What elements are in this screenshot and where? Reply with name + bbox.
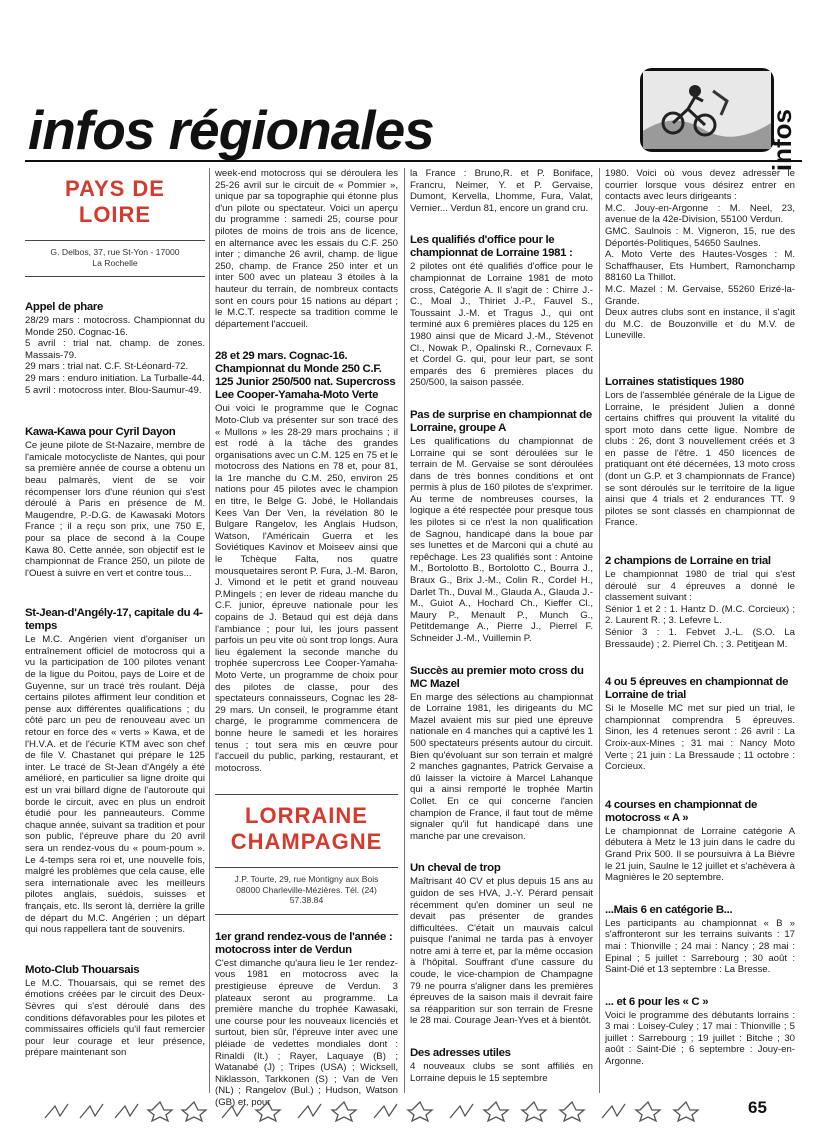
footer-decoration [40, 1100, 730, 1122]
region-header-lorraine-champagne [215, 794, 398, 915]
article [410, 862, 593, 1027]
article-title: ...Mais 6 en catégorie B... [605, 903, 733, 916]
column-3 [410, 168, 593, 1098]
region-address: G. Delbos, 37, rue St-Yon - 17000 La Rochelle [50, 247, 180, 268]
article-body: Oui voici le programme que le Cognac Moto-Club va présenter sur son tracé des « Mullons » les 28-29 mars prochains ; il est rodé à la tâche des grandes organisations avec un C.M. 125 en 75 et le motocross des Nations en 78 et, pour 81, la 1re manche du C.M. 250, environ 25 nations pour 45 pilotes avec le champion en titre, le Belge G. Jobé, le Hollandais Kees Van Der Ven, la révélation 80 le Bulgare Rangelov, les Anglais Hudson, Watson, l'Américain Guerra et les Soviétiques Kavinov et Moiseev ainsi que le Tchèque Falta, nos quatre mousquetaires seront P. Fura, J.-M. Baron, J. Vimond et le petit et grand nouveau P.Mingels ; en lever de rideau manche du C.F. junior, épreuve nationale pour les copains de J. Betaud qui est déjà dans l'ambiance ; pour lui, les jours passent parfois un peu vite où sont trop longs. Aura lieu également la seconde manche du trophée supercross Lee Cooper-Yamaha-Moto Verte, un programme de choix pour des pilotes de classe, pour des spectateurs connaisseurs, Cognac les 28-29 mars. Un conseil, le programme étant chargé, le programme commencera de bonne heure le samedi et les horaires tenus ; tout sera mis en œuvre pour l'accueil du public, parking, restaurant, et motocross. [215, 403, 398, 774]
article-title: 4 courses en championnat de motocross « A » [605, 798, 758, 824]
article [215, 350, 398, 774]
article-body: Le M.C. Angérien vient d'organiser un entraînement officiel de motocross qui a vu la participation de 100 pilotes venant de la ligue du Poitou, pays de Loire et de Guyenne, sur un tracé très roulant. Déjà certains pilotes affirment leur condition et pense aux différentes qualifications ; du côté parc un peu de renouveau avec un retour en force des « verts » Kawa, et de l'H.V.A. et de l'écurie KTM avec son chef de file V. Chastanet qui prépare le 125 inter. Le tracé de St-Jean d'Angély a été amélioré, en particulier sa ligne droite qui est un vrai billard digne de l'autoroute qui borde le circuit, avec en plus un endroit étudié pour les panneauteurs. Comme chaque année, suivant sa tradition et pour son public, l'épreuve phare du 20 avril sera un rendez-vous du « poum-poum ». Le 4-temps sera roi et, une nouvelle fois, malgré les problèmes que cela cause, elle sera internationale avec les meilleurs pilotes anglais, suédois, suisses et français, etc. Ils seront là, derrière la grille de départ du M.C. Angérien ; un départ qui nous rappellera tant de souvenirs. [25, 634, 205, 936]
logo-word: infos [767, 109, 797, 172]
article-title: St-Jean-d'Angély-17, capitale du 4-temps [25, 607, 203, 633]
region-header-pays-de-loire [25, 176, 205, 277]
article [25, 426, 205, 579]
article [410, 665, 593, 843]
column-2 [215, 168, 398, 1108]
column-separator [209, 168, 210, 1093]
article-body: Maîtrisant 40 CV et plus depuis 15 ans au guidon de ses HVA, J.-Y. Pérard pensait récemment qu'en dominer un seul ne devait pas présenter de grandes difficultées. C'était un mauvais calcul puisque l'animal ne tarda pas à envoyer notre ami à terre et, par la même occasion à l'hôpital. Souffrant d'une cassure du coude, le vice-champion de Champagne 79 ne pourra s'aligner dans les premières épreuves de la saison mais il devrait faire sa réapparition sur son terrain de Fresne le 28 mai. Courage Jean-Yves et à bientôt. [410, 876, 593, 1027]
article-continuation: la France : Bruno,R. et P. Boniface, Francru, Neimer, Y. et P. Gervaise, Dumont, Kervella, Lhomme, Fura, Valat, Vernier... Verdun 81, encore un grand cru. [410, 168, 593, 214]
article-title: Kawa-Kawa pour Cyril Dayon [25, 426, 176, 439]
article-continuation: week-end motocross qui se déroulera les 25-26 avril sur le circuit de « Pommier », unique par sa topographie qui étonne plus d'un pilote ou spectateur. Voici un aperçu du programme : samedi 25, course pour pilotes de moins de trois ans de licence, en alternance avec les essais du C.F. 250 inter ; dimanche 26 avril, champ. de ligue 250, champ. de France 250 inter et un inter 500 avec un plateau 3 étoiles à la hauteur du terrain, de nombreux contacts sont en cours pour 15 nations au départ ; le M.C.T. respecte sa tradition comme le département l'accueil. [215, 168, 398, 330]
page-number: 65 [748, 1098, 767, 1117]
article-title: ... et 6 pour les « C » [605, 995, 709, 1008]
region-name: PAYS DE LOIRE [65, 176, 165, 227]
article-body: 28/29 mars : motocross. Championnat du Monde 250. Cognac-16. 5 avril : trial nat. champ. de zones. Massais-79. 29 mars : trial nat. C.F. St-Léonard-72. 29 mars : enduro initiation. La Turballe-44. 5 avril : motocross inter. Blou-Saumur-49. [25, 315, 205, 396]
article-body: En marge des sélections au championnat de Lorraine 1981, les dirigeants du MC Mazel avaient mis sur pied une épreuve nationale en 4 manches qui a captivé les 1 500 spectateurs présents autour du circuit. Bien qu'évoluant sur son terrain et malgré 2 manches gagnantes, Patrick Gervaise a dû laisser la victoire à Marcel Lahanque qui a ainsi remporté le trophée Martin Collet. En ce qui concerne l'ancien champion de France, il faut tout de même signaler qu'il fut handicapé dans une manche par une crevaison. [410, 691, 593, 842]
article-body: Voici le programme des débutants lorrains : 3 mai : Loisey-Culey ; 17 mai : Thionville ; 5 juillet : Sarrebourg ; 19 juillet : Bitche ; 30 août : Saint-Dié ; 6 septembre : Jouy-en-Argonne. [605, 1009, 795, 1068]
article-title: 2 champions de Lorraine en trial [605, 555, 771, 568]
article [605, 376, 795, 529]
article [215, 931, 398, 1109]
column-4 [605, 168, 795, 1098]
motocross-photo-icon [643, 71, 771, 149]
column-separator [599, 168, 600, 1093]
article-title: 28 et 29 mars. Cognac-16. Championnat du Monde 250 C.F. 125 Junior 250/500 nat. Supercross Lee Cooper-Yamaha-Moto Verte [215, 350, 396, 402]
region-name: LORRAINE CHAMPAGNE [230, 803, 383, 855]
article-title: Appel de phare [25, 301, 104, 313]
article-title: Des adresses utiles [410, 1047, 511, 1060]
article-title: Pas de surprise en championnat de Lorraine, groupe A [410, 408, 592, 434]
article-body: 2 pilotes ont été qualifiés d'office pour le championnat de Lorraine 1981 de moto cross, Catégorie A. Il s'agit de : Chirre J.-C., Moal J., Thiriet J.-P., Fauvel S., Toussaint J.-M. et Tragus J., qui ont terminé aux 6 premières places du 125 en 1980 ainsi que de Micard J.-M., Stévenot Cl., Nowak P., Opalinski R., Cornevaux F. et Cordel G. qui, pour leur part, se sont emparés des 6 premières places du 250/500, la saison passée. [410, 261, 593, 389]
article-body: 4 nouveaux clubs se sont affiliés en Lorraine depuis le 15 septembre [410, 1061, 593, 1084]
article [605, 676, 795, 773]
article [25, 301, 205, 396]
article-body: Ce jeune pilote de St-Nazaire, membre de l'amicale motocycliste de Nantes, qui pour sa première année de course a obtenu un beau palmarès, vient de se voir récompenser lors d'une réunion qui s'est déroulé à Paris en présence de M. Maugendre, P.-D.G. de Kawasaki Motors France ; il a reçu son prix, une 750 E, pour sa place de second à la Coupe Kawa 80. Cette année, son objectif est le championnat de France 250, un pilote de l'Ouest à suivre en vert et contre tous... [25, 440, 205, 579]
article-body: Lors de l'assemblée générale de la Ligue de Lorraine, le président Julien a donné certains chiffres qui prouvent la vitalité du sport moto dans cette ligue. Nombre de clubs : 26, dont 3 nouvellement créés et 3 en passe de l'être. 1 450 licences de pratiquant ont été décernées, 13 moto cross (dont un G.P. et 3 championnats de France) se sont déroulés sur le territoire de la ligue ainsi que 4 trials et 2 endurances TT. 9 pilotes se sont classés en championnat de France. [605, 389, 795, 529]
article-title: Succès au premier moto cross du MC Mazel [410, 664, 584, 690]
article-body: Si le Moselle MC met sur pied un trial, le championnat comprendra 5 épreuves. Sinon, les 4 retenues seront : 26 avril : La Croix-aux-Mines ; 31 mai : Nancy Moto Verte ; 21 juin : La Bressaude ; 11 octobre : Corcieux. [605, 703, 795, 773]
article-body: Le M.C. Thouarsais, qui se remet des émotions créées par le circuit des Deux-Sèvres qui s'est déroulé dans des conditions défavorables pour les pilotes et commissaires officiels qu'il faut remercier pour leur courage et leur présence, prépare maintenant son [25, 977, 205, 1059]
column-1 [25, 168, 205, 1098]
article-body: Les qualifications du championnat de Lorraine qui se sont déroulées sur le terrain de M. Gervaise se sont déroulées dans de très bonnes conditions et ont permis à plus de 160 pilotes de s'exprimer. Au terme de nombreuses courses, la logique a été respectée pour presque tous les pilotes si ce n'est la non qualification de Sagnou, handicapé dans la boue par ses lunettes et de Marconi qui a chuté au repêchage. Les 23 qualifiés sont : Antoine M., Bortolotto B., Bortolotto C., Bourra J., Braux G., Brix J.-M., Colin R., Cordel H., Darlet Th., Duval M., Glauda A., Glauda J.-M., Guiot A., Hochard Ch., Kieffer Cl., Maury P., Menault P., Munch G., Petitdemange A., Pierre J., Pierrel F. Schneider J.-M., Vuillemin P. [410, 435, 593, 644]
article-body: Le championnat 1980 de trial qui s'est déroulé sur 4 épreuves a donné le classement suivant : Sénior 1 et 2 : 1. Hantz D. (M.C. Corcieux) ; 2. Laurent R. ; 3. Lefevre L. Sénior 3 : 1. Febvet J.-L. (S.O. La Bressaude) ; 2. Pierrel Ch. ; 3. Petitjean M. [605, 569, 795, 650]
infos-logo [640, 68, 797, 172]
article [605, 799, 795, 884]
article-body: C'est dimanche qu'aura lieu le 1er rendez-vous 1981 en motocross avec la prestigieuse épreuve de Verdun. 3 plateaux seront au programme. La première manche du trophée Kawasaki, une course pour les nouveaux licenciés et surtout, bien sûr, l'épreuve inter avec une pléiade de vedettes mondiales dont : Rinaldi (It.) ; Rayer, Laquaye (B) ; Watanabé (J) ; Tripes (USA) ; Wicksell, Niklasson, Tarkkonen (S) ; Van de Ven (NL) ; Rangelov (Bul.) ; Hudson, Watson (GB) et, pour [215, 957, 398, 1108]
column-separator [404, 168, 405, 1093]
article [410, 1047, 593, 1084]
article-title: Moto-Club Thouarsais [25, 963, 140, 976]
article-body: Le championnat de Lorraine catégorie A débutera à Metz le 13 juin dans le cadre du Grand Prix 500. Il se poursuivra à La Bièvre le 21 juin, Saulne le 12 juillet et s'achèvera à Magnières le 20 septembre. [605, 825, 795, 884]
article [605, 904, 795, 976]
article [25, 964, 205, 1059]
article-title: 1er grand rendez-vous de l'année : motocross inter de Verdun [215, 930, 393, 956]
article-title: Les qualifiés d'office pour le championnat de Lorraine 1981 : [410, 234, 573, 260]
page-title: infos régionales [28, 99, 434, 161]
article-title: 4 ou 5 épreuves en championnat de Lorraine de trial [605, 676, 789, 702]
article [410, 409, 593, 645]
article-title: Un cheval de trop [410, 862, 501, 875]
article-body: Les participants au championnat « B » s'affronteront sur les terrains suivants : 17 mai : Thionville ; 24 mai : Nancy ; 28 mai : Epinal ; 5 juillet : Sarrebourg ; 30 août : Saint-Dié et 13 septembre : La Bresse. [605, 917, 795, 976]
article-continuation: 1980. Voici où vous devez adresser le courrier lorsque vous désirez entrer en contacts avec leurs dirigeants : M.C. Jouy-en-Argonne : M. Neel, 23, avenue de la 42e-Division, 55100 Verdun. GMC. Saulnois : M. Vigneron, 15, rue des Déportés-Politiques, 54650 Saulnes. A. Moto Verte des Hautes-Vosges : M. Schaffhauser, Ets Humbert, Ramonchamp 88160 La Thillot. M.C. Mazel : M. Gervaise, 55260 Erizé-la-Grande. Deux autres clubs sont en instance, il s'agit du M.C. de Bouzonville et du M.V. de Luneville. [605, 168, 795, 342]
article [605, 555, 795, 650]
title-rule [25, 160, 802, 162]
article-title: Lorraines statistiques 1980 [605, 375, 744, 388]
article [410, 234, 593, 389]
article [605, 996, 795, 1068]
article [25, 607, 205, 935]
region-address: J.P. Tourte, 29, rue Montigny aux Bois 08000 Charleville-Mézières. Tél. (24) 57.38.84 [234, 874, 379, 906]
